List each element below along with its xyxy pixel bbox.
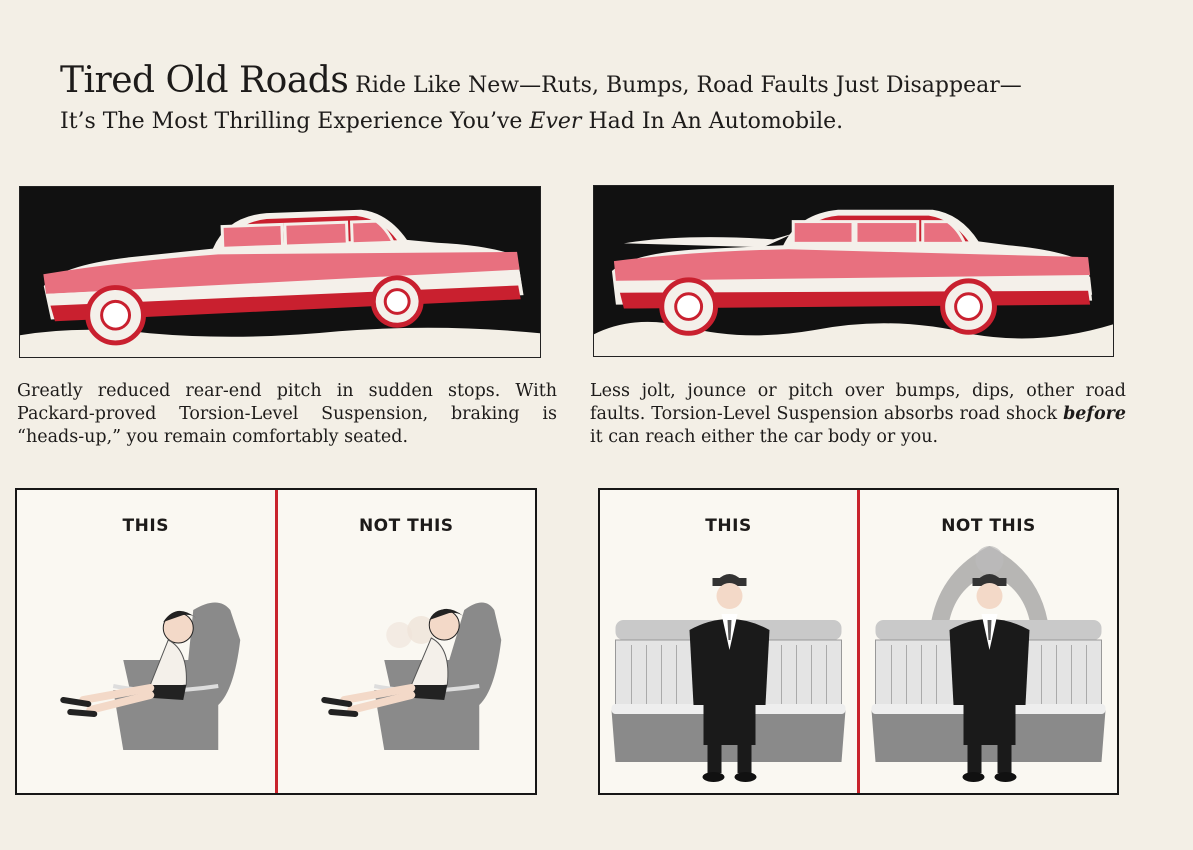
child-thrown-forward-illustration [278, 490, 536, 793]
headline-line2-a: It’s The Most Thrilling Experience You’ve [60, 109, 530, 135]
caption-bumps [590, 380, 1126, 449]
headline-main: Tired Old Roads [60, 60, 349, 101]
comparison-bumps [598, 488, 1119, 795]
man-seated-illustration [600, 490, 857, 793]
label-this: THIS [122, 516, 169, 536]
car-illustration-braking [19, 186, 541, 358]
headline-line2-em: Ever [529, 109, 582, 135]
headline-line2-b: Had In An Automobile. [581, 109, 844, 135]
man-jolted-illustration [860, 490, 1117, 793]
comparison-braking-this [17, 490, 275, 793]
comparison-bumps-not-this [857, 490, 1117, 793]
child-seated-illustration [17, 490, 275, 793]
caption-bumps-em: before [1063, 404, 1126, 424]
label-not-this: NOT THIS [941, 516, 1036, 536]
caption-bumps-b: it can reach either the car body or you. [590, 427, 939, 447]
label-not-this: NOT THIS [358, 516, 454, 536]
car-illustration-bumps [593, 185, 1114, 357]
headline [60, 58, 1160, 136]
headline-rest: Ride Like New—Ruts, Bumps, Road Faults Just Disappear— [348, 73, 1022, 98]
caption-braking: Greatly reduced rear-end pitch in sudden stops. With Packard-proved Torsion-Level Suspension, braking is “heads-up,” you remain comfortably seated. [17, 381, 557, 447]
headline-line2 [60, 108, 1160, 136]
comparison-braking-not-this [275, 490, 536, 793]
caption-bumps-a: Less jolt, jounce or pitch over bumps, dips, other road faults. Torsion-Level Suspension absorbs road shock [590, 381, 1126, 424]
comparison-bumps-this [600, 490, 857, 793]
comparison-braking [15, 488, 537, 795]
label-this: THIS [705, 516, 752, 536]
